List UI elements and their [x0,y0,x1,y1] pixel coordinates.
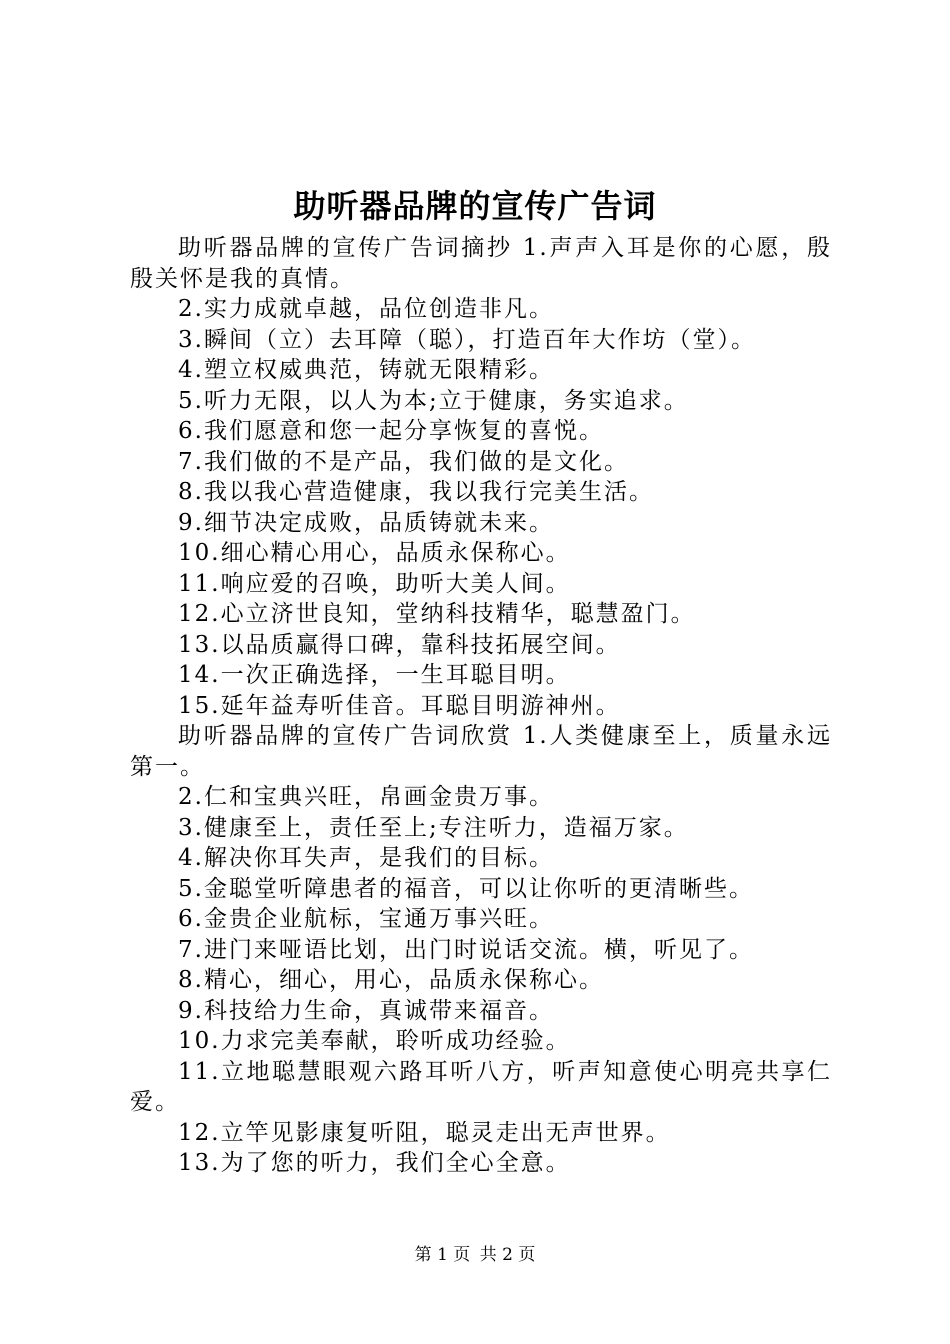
paragraph: 8.我以我心营造健康，我以我行完美生活。 [178,479,654,505]
paragraph: 2.实力成就卓越，品位创造非凡。 [178,296,554,322]
paragraph: 13.以品质赢得口碑，靠科技拓展空间。 [178,631,621,658]
paragraph: 助听器品牌的宣传广告词摘抄 1.声声入耳是你的心愿，殷殷关怀是我的真情。 [130,235,832,292]
paragraph: 10.力求完美奉献，聆听成功经验。 [178,1028,571,1054]
paragraph: 10.细心精心用心，品质永保称心。 [178,540,571,566]
paragraph: 9.科技给力生命，真诚带来福音。 [178,997,554,1024]
paragraph: 11.响应爱的召唤，助听大美人间。 [178,570,571,597]
paragraph: 4.解决你耳失声，是我们的目标。 [178,845,554,871]
page-title: 助听器品牌的宣传广告词 [293,187,657,225]
paragraph: 12.心立济世良知，堂纳科技精华，聪慧盈门。 [178,601,696,627]
paragraph: 13.为了您的听力，我们全心全意。 [178,1150,571,1176]
paragraph: 6.我们愿意和您一起分享恢复的喜悦。 [178,418,604,444]
paragraph: 5.听力无限，以人为本;立于健康，务实追求。 [178,387,689,414]
page-number: 第 1 页 [414,1245,471,1265]
paragraph: 9.细节决定成败，品质铸就未来。 [178,509,554,536]
paragraph: 2.仁和宝典兴旺，帛画金贵万事。 [178,784,554,810]
paragraph: 7.进门来哑语比划，出门时说话交流。横，听见了。 [178,936,754,963]
paragraph: 11.立地聪慧眼观六路耳听八方，听声知意使心明亮共享仁爱。 [130,1058,832,1115]
document-body [130,233,832,1179]
paragraph: 14.一次正确选择，一生耳聪目明。 [178,662,571,688]
paragraph: 3.健康至上，责任至上;专注听力，造福万家。 [178,814,689,841]
paragraph: 4.塑立权威典范，铸就无限精彩。 [178,357,554,383]
paragraph: 3.瞬间（立）去耳障（聪），打造百年大作坊（堂）。 [178,326,756,353]
paragraph: 6.金贵企业航标，宝通万事兴旺。 [178,906,554,932]
paragraph: 8.精心，细心，用心，品质永保称心。 [178,967,604,993]
paragraph: 5.金聪堂听障患者的福音，可以让你听的更清晰些。 [178,875,754,902]
paragraph: 助听器品牌的宣传广告词欣赏 1.人类健康至上，质量永远第一。 [130,723,832,780]
paragraph: 12.立竿见影康复听阻，聪灵走出无声世界。 [178,1119,671,1146]
paragraph: 7.我们做的不是产品，我们做的是文化。 [178,448,629,475]
page-footer [0,1243,950,1267]
page-total: 共 2 页 [479,1245,536,1265]
paragraph: 15.延年益寿听佳音。耳聪目明游神州。 [178,692,621,719]
